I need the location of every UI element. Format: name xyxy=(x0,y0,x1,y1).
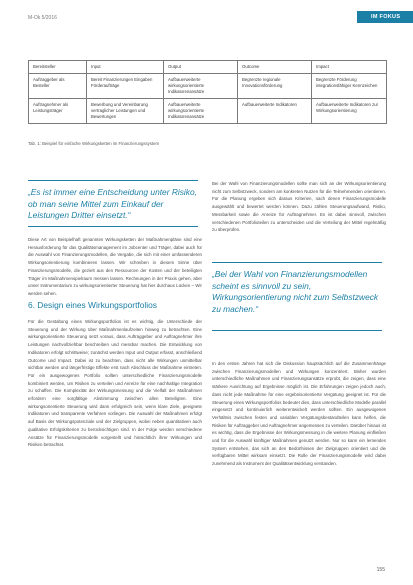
pull-quote-left: „Es ist immer eine Entscheidung unter Risiko, ob man seine Mittel zum Einkauf der Leistungen Dritter einsetzt.“ xyxy=(28,187,197,220)
table-header-cell: Outcome xyxy=(238,61,312,74)
left-quote-block xyxy=(28,180,202,222)
right-paragraph-2: In den ersten Jahren hat sich die Diskussion hauptsächlich auf die Zusammenhänge zwischen Finanzierungsmodellen und Wirkungen konzentriert. Bisher wurden unterschiedliche Maßnahmen und Finanzierungsansätze erprobt, die zeigen, dass eine stärkere Ausrichtung auf Ergebnisse möglich ist. Die Erfahrungen zeigen jedoch auch, dass nicht jede Maßnahme für eine ergebnisorientierte Vergütung geeignet ist. Für die Steuerung eines Wirkungsportfolios bedeutet dies, dass unterschiedliche Modelle parallel eingesetzt und kontinuierlich weiterentwickelt werden sollten. Ein ausgewogenes Verhältnis zwischen festen und variablen Vergütungsbestandteilen kann helfen, die Risiken für Auftraggeber und Auftragnehmer angemessen zu verteilen. Darüber hinaus ist es wichtig, dass die Ergebnisse der Wirkungsmessung in die weitere Planung einfließen und für die Auswahl künftiger Maßnahmen genutzt werden. Nur so kann ein lernendes System entstehen, das sich an den Bedürfnissen der Zielgruppen orientiert und die verfügbaren Mittel wirksam einsetzt. Die Rolle der Finanzierungsmodelle wird dabei zunehmend als Instrument der Qualitätsentwicklung verstanden. xyxy=(212,361,386,467)
right-quote-block xyxy=(212,262,386,315)
table-cell: Begrenzte Förderung integrationsfähiger Kennzeichen xyxy=(312,74,387,99)
table-cell: Begrenzte regionale Innovationsförderung xyxy=(238,74,312,99)
table-cell: Auftraggeber als Besteller xyxy=(29,74,87,99)
table-cell: Bewerbung und Vereinbarung vertraglicher Leistungen und Bewertungen xyxy=(87,99,164,124)
table-header-cell: Impact xyxy=(312,61,387,74)
table-header-cell: Bereitsteller xyxy=(29,61,87,74)
quote-rule-top xyxy=(212,262,382,263)
table-cell: Aufbauerweiterte Indikatoren zur Wirkungsorientierung xyxy=(312,99,387,124)
impact-chain-table xyxy=(28,60,387,124)
table-cell: Aufbauerweiterte Indikatoren xyxy=(238,99,312,124)
right-paragraph-1: Bei der Wahl von Finanzierungsmodellen sollte man sich an der Wirkungsorientierung nicht zum Selbstzweck, sondern am konkreten Nutzen für die Teilnehmenden orientieren. Für die Planung ergeben sich daraus Kriterien, nach denen Finanzierungsmodelle ausgewählt und bewertet werden können. Dazu zählen Steuerungsaufwand, Risiko, Messbarkeit sowie die Anreize für Auftragnehmer. Es ist dabei sinnvoll, zwischen verschiedenen Portfolioteilen zu unterscheiden und die Verteilung der Mittel regelmäßig zu überprüfen. xyxy=(212,181,386,233)
table-row xyxy=(29,74,387,99)
table-cell: Bereit Finanzierungen Eingaben Förderaufträge xyxy=(87,74,164,99)
quote-rule-top xyxy=(28,180,198,181)
quote-rule-bottom xyxy=(212,330,382,331)
page-number: 155 xyxy=(376,567,385,573)
section-heading: 6. Design eines Wirkungsportfolios xyxy=(28,300,157,310)
table-header-row xyxy=(29,61,387,74)
pull-quote-right: „Bei der Wahl von Finanzierungsmodellen scheint es sinnvoll zu sein, Wirkungsorientierung nicht zum Selbstzweck zu machen.“ xyxy=(212,269,379,314)
table-caption: Tab. 1: Beispiel für einfache Wirkungsketten im Finanzierungssystem xyxy=(28,141,160,146)
section-tab: IM FOKUS xyxy=(357,11,413,23)
quote-rule-bottom xyxy=(28,226,198,227)
table-row xyxy=(29,99,387,124)
table-cell: Auftragnehmer als Leistungsträger xyxy=(29,99,87,124)
table-cell: Aufbauerweiterte wirkungsorientierte Indikatorenansätze xyxy=(164,99,238,124)
left-paragraph-2: Für die Gestaltung eines Wirkungsportfolios ist es wichtig, die Unterschiede der Steuerung und der Wirkung über Maßnahmenlaufzeiten hinweg zu betrachten. Eine wirkungsorientierte Steuerung setzt voraus, dass Auftraggeber und Auftragnehmer ihre Leistungen nachvollziehbar beschreiben und messbar machen. Die Entwicklung von Indikatoren erfolgt schrittweise; zunächst werden Input und Output erfasst, anschließend Outcome und Impact. Dabei ist zu beachten, dass nicht alle Wirkungen unmittelbar sichtbar werden und längerfristige Effekte erst nach Abschluss der Maßnahme eintreten. Für ein ausgewogenes Portfolio sollten unterschiedliche Finanzierungsmodelle kombiniert werden, um Risiken zu verteilen und Anreize für eine nachhaltige Integration zu schaffen. Die Komplexität der Wirkungsmessung und die Vielfalt der Maßnahmen erfordern eine sorgfältige Abstimmung zwischen allen Beteiligten. Eine wirkungsorientierte Steuerung wird dann erfolgreich sein, wenn klare Ziele, geeignete Indikatoren und transparente Verfahren vorliegen. Die Auswahl der Maßnahmen erfolgt auf Basis der Wirkungspotenziale und der Zielgruppen, wobei neben quantitativen auch qualitative Erfolgskriterien zu berücksichtigen sind. In der Folge werden verschiedene Ansätze für Finanzierungsmodelle vorgestellt und hinsichtlich ihrer Wirkungen und Risiken betrachtet. xyxy=(28,319,202,448)
issue-label: M-Ok 5/2016 xyxy=(28,15,57,21)
table-cell: Aufbauerweiterte wirkungsorientierte Indikatorenansätze xyxy=(164,74,238,99)
left-paragraph-1: Diese Art von Beispielhaft genannten Wirkungsketten der Maßnahmenpläne sind eine Herausforderung für das Qualitätsmanagement im Jobcenter und Träger, dabei auch für die Auswahl von Finanzierungsmodellen, die Vergabe, die sich mit einer umfassenderen Wirkungsorientierung kombinieren lassen. Wir schreiben in diesem Sinne über Finanzierungsmodelle, die gezielt aus den Ressourcen der Kosten und der beteiligten Träger im Maßnahmenspielraum messen lassen. Rechnungen in der Praxis gehen, aber unser Instrumentarium zu wirkungsorientierter Steuerung hat hier durchaus Lücken – Wir werden sehen. xyxy=(28,237,202,296)
table-header-cell: Output xyxy=(164,61,238,74)
table-header-cell: Input xyxy=(87,61,164,74)
